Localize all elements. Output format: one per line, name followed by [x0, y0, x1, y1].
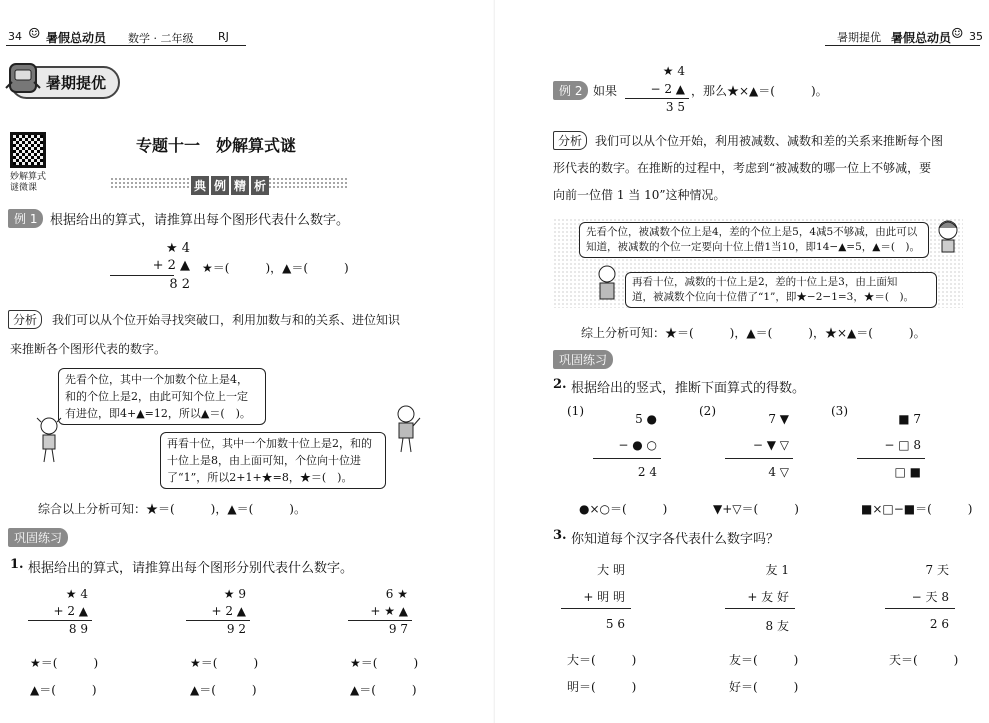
q2-2-row2: − ▼ ▽ — [752, 438, 789, 452]
q3c-row1: 7 天 — [925, 563, 949, 577]
q3c-answer1: 天＝( ) — [889, 653, 959, 667]
analysis-line2-left: 来推断各个图形代表的数字。 — [10, 342, 167, 356]
qr-caption — [10, 172, 46, 194]
q3-text: 你知道每个汉字各代表什么数字吗？ — [571, 532, 780, 547]
hint-line: 道，被减数个位向十位借了“1”，即★−2−1=3，★＝( )。 — [632, 291, 915, 303]
q3a-row1: 大 明 — [597, 563, 625, 577]
q1a-answer-star: ★＝( ) — [30, 656, 99, 670]
analysis-tag-right: 分析 — [553, 131, 587, 150]
hint-line: 有进位，即4+▲=12，所以▲＝( )。 — [65, 407, 251, 420]
q2-1-answer: ●×○＝( ) — [579, 502, 668, 516]
banner-text: 暑期提优 — [46, 74, 107, 92]
q2-1-row2: − ● ○ — [618, 438, 657, 452]
q3-number: 3. — [553, 528, 567, 543]
ex1-line — [110, 275, 174, 276]
hint-bubble-ones — [58, 368, 266, 425]
header-rule-left — [6, 45, 246, 46]
q1a-row2: + 2 ▲ — [53, 604, 88, 618]
example1-text: 根据给出的算式，请推算出每个图形代表什么数字。 — [50, 213, 350, 228]
q1b-answer-star: ★＝( ) — [190, 656, 259, 670]
q2-3-row3: □ ■ — [894, 465, 921, 479]
q1c-line — [348, 620, 412, 621]
q3a-row3: 5 6 — [605, 617, 625, 631]
ex1-answers: ★＝( )，▲＝( ) — [202, 261, 349, 275]
qr-caption-line1: 妙解算式 — [10, 172, 47, 182]
q3b-answer2: 好＝( ) — [729, 680, 799, 694]
q2-3-row2: − □ 8 — [884, 438, 921, 452]
q3a-answer1: 大＝( ) — [567, 653, 637, 667]
q1a-row3: 8 9 — [68, 622, 88, 636]
hint-bubble-tens — [160, 432, 386, 489]
q3b-row2: + 友 好 — [747, 590, 789, 604]
example1-tag: 例 1 — [8, 209, 43, 228]
series-small-right: 暑期提优 — [837, 31, 881, 44]
hint-line: 先看个位，其中一个加数个位上是4， — [65, 373, 248, 386]
mascot-icon: ☺ — [951, 26, 964, 42]
analysis-tag-left: 分析 — [8, 310, 42, 329]
q3b-line — [725, 608, 795, 609]
q1b-row1: ★ 9 — [223, 587, 246, 601]
q2-1-row3: 2 4 — [637, 465, 657, 479]
q2-2-line — [725, 458, 793, 459]
q1c-row2: + ★ ▲ — [370, 604, 408, 618]
page-number-left: 34 — [8, 30, 22, 43]
q2-1-row1: 5 ● — [635, 412, 657, 426]
q2-3-row1: ■ 7 — [898, 412, 921, 426]
q1-number: 1. — [10, 557, 24, 572]
dotted-decor-left — [110, 177, 190, 189]
dotted-decor-right — [268, 177, 348, 189]
hint-line: 十位上是8，由上面可知，个位向十位进 — [167, 454, 361, 467]
mascot-icon: ☺ — [28, 26, 41, 42]
qr-code[interactable] — [10, 132, 46, 168]
q1b-line — [186, 620, 250, 621]
ex2-row2: − 2 ▲ — [650, 82, 685, 96]
page-number-right: 35 — [969, 30, 983, 43]
girl-character-icon — [933, 218, 963, 254]
example2-suffix: ，那么★×▲＝( )。 — [691, 84, 828, 98]
hint-bubble-tens-right — [625, 272, 937, 308]
q2-3-label: (3) — [831, 404, 848, 418]
q1c-answer-triangle: ▲＝( ) — [350, 683, 417, 697]
q2-2-row1: 7 ▼ — [768, 412, 789, 426]
example2-tag: 例 2 — [553, 81, 588, 100]
ex2-row3: 3 5 — [665, 100, 685, 114]
ex1-row3: 8 2 — [169, 277, 190, 292]
practice-tag-right: 巩固练习 — [553, 350, 613, 369]
section-label-char: 精 — [231, 176, 249, 195]
conclusion-left: 综合以上分析可知：★＝( )，▲＝( )。 — [38, 502, 306, 516]
section-label-char: 例 — [211, 176, 229, 195]
qr-caption-line2: 谜微课 — [10, 183, 38, 193]
robot-icon — [2, 58, 44, 100]
q1b-row2: + 2 ▲ — [211, 604, 246, 618]
q2-2-answer: ▼+▽＝( ) — [713, 502, 799, 516]
q1b-row3: 9 2 — [226, 622, 246, 636]
hint-line: 先看个位，被减数个位上是4，差的个位上是5，4减5不够减，由此可以 — [586, 226, 918, 238]
q2-text: 根据给出的竖式，推断下面算式的得数。 — [571, 381, 806, 396]
q3b-row3: 8 友 — [765, 619, 789, 633]
hint-line: 再看十位，其中一个加数十位上是2，和的 — [167, 437, 372, 450]
practice-tag-left: 巩固练习 — [8, 528, 68, 547]
right-page — [495, 0, 989, 723]
q3c-row2: − 天 8 — [911, 590, 949, 604]
q1b-answer-triangle: ▲＝( ) — [190, 683, 257, 697]
q3a-row2: + 明 明 — [583, 590, 625, 604]
q3b-row1: 友 1 — [765, 563, 789, 577]
page-title: 专题十一 妙解算式谜 — [136, 136, 297, 155]
q2-3-line — [857, 458, 925, 459]
q3a-line — [561, 608, 631, 609]
analysis-line1-right: 我们可以从个位开始，利用被减数、减数和差的关系来推断每个图 — [595, 134, 944, 148]
q2-number: 2. — [553, 377, 567, 392]
ex1-row1: ★ 4 — [165, 241, 190, 256]
section-label — [190, 175, 270, 195]
analysis-line2-right: 形代表的数字。在推断的过程中，考虑到“被减数的哪一位上不够减，要 — [553, 161, 932, 175]
q1a-row1: ★ 4 — [65, 587, 88, 601]
section-label-char: 典 — [191, 176, 209, 195]
hint-line: 了“1”，所以2+1+★=8，★＝( )。 — [167, 471, 353, 484]
hint-line: 知道，被减数的个位一定要向十位上借1当10，即14−▲=5，▲＝( )。 — [586, 241, 921, 253]
boy-character-icon — [390, 404, 422, 454]
series-title-left: 暑假总动员 — [46, 31, 107, 45]
section-label-char: 析 — [251, 176, 269, 195]
q2-1-label: (1) — [567, 404, 584, 418]
q2-2-row3: 4 ▽ — [768, 465, 789, 479]
ex2-row1: ★ 4 — [662, 64, 685, 78]
q2-2-label: (2) — [699, 404, 716, 418]
analysis-line1-left: 我们可以从个位开始寻找突破口，利用加数与和的关系、进位知识 — [52, 313, 401, 327]
subject-label: 数学 · 二年级 — [128, 32, 194, 45]
example2-prefix: 如果 — [593, 84, 618, 98]
ex2-line — [625, 98, 689, 99]
q1c-row1: 6 ★ — [385, 587, 408, 601]
q3c-line — [885, 608, 955, 609]
conclusion-right: 综上分析可知：★＝( )，▲＝( )，★×▲＝( )。 — [581, 326, 926, 340]
analysis-line3-right: 向前一位借 1 当 10”这种情况。 — [553, 188, 726, 202]
q2-3-answer: ■×□−■＝( ) — [861, 502, 973, 516]
edition-label: RJ — [218, 30, 229, 43]
header-rule-right — [825, 45, 980, 46]
q2-1-line — [593, 458, 661, 459]
q1c-row3: 9 7 — [388, 622, 408, 636]
q3c-row3: 2 6 — [929, 617, 949, 631]
q1-text: 根据给出的算式，请推算出每个图形分别代表什么数字。 — [28, 561, 354, 576]
q1a-line — [28, 620, 92, 621]
girl-character-icon — [34, 416, 64, 464]
hint-line: 和的个位上是2，由此可知个位上一定 — [65, 390, 248, 403]
hint-line: 再看十位，减数的十位上是2，差的十位上是3，由上面知 — [632, 276, 898, 288]
q1a-answer-triangle: ▲＝( ) — [30, 683, 97, 697]
series-title-right: 暑假总动员 — [891, 31, 952, 45]
q3b-answer1: 友＝( ) — [729, 653, 799, 667]
q1c-answer-star: ★＝( ) — [350, 656, 419, 670]
boy-character-icon — [593, 264, 621, 304]
q3a-answer2: 明＝( ) — [567, 680, 637, 694]
hint-bubble-ones-right — [579, 222, 929, 258]
ex1-row2: + 2 ▲ — [152, 258, 190, 273]
